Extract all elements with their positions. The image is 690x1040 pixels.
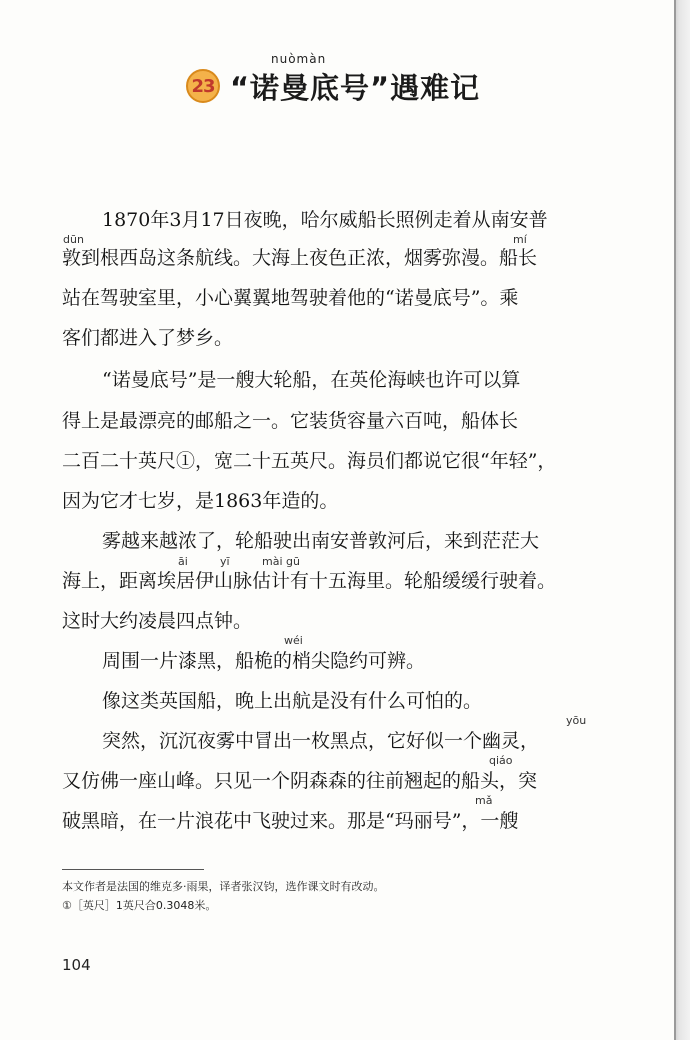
body-line-12: 周围一片漆黑，船桅的梢尖隐约可辨。 [102, 650, 426, 672]
pinyin-mi: mí [513, 233, 527, 246]
pinyin-ai: āi [178, 555, 188, 568]
body-line-2: 敦到根西岛这条航线。大海上夜色正浓，烟雾弥漫。船长 [62, 247, 538, 269]
body-line-8: 因为它才七岁，是1863年造的。 [62, 490, 339, 512]
body-line-3: 站在驾驶室里，小心翼翼地驾驶着他的“诺曼底号”。乘 [62, 287, 519, 309]
page-title: “诺曼底号”遇难记 [230, 70, 481, 105]
body-line-13: 像这类英国船，晚上出航是没有什么可怕的。 [102, 690, 483, 712]
body-line-7: 二百二十英尺①，宽二十五英尺。海员们都说它很“年轻”， [62, 450, 557, 472]
book-spine-edge [674, 0, 690, 1040]
lesson-number-badge: 23 [186, 69, 220, 103]
body-line-14: 突然，沉沉夜雾中冒出一枚黑点，它好似一个幽灵， [102, 730, 540, 752]
page-number: 104 [62, 956, 91, 974]
title-pinyin: nuòmàn [271, 52, 327, 66]
body-line-15: 又仿佛一座山峰。只见一个阴森森的往前翘起的船头，突 [62, 770, 538, 792]
pinyin-ma: mǎ [475, 794, 493, 807]
body-line-16: 破黑暗，在一片浪花中飞驶过来。那是“玛丽号”，一艘 [62, 810, 519, 832]
footnote-source: 本文作者是法国的维克多·雨果，译者张汉钧，选作课文时有改动。 [62, 880, 385, 893]
body-line-6: 得上是最漂亮的邮船之一。它装货容量六百吨，船体长 [62, 410, 519, 432]
body-line-4: 客们都进入了梦乡。 [62, 327, 234, 349]
pinyin-qiao: qiáo [489, 754, 513, 767]
pinyin-you: yōu [566, 714, 587, 727]
pinyin-dun: dūn [63, 233, 84, 246]
body-line-11: 这时大约凌晨四点钟。 [62, 610, 253, 632]
pinyin-maigu: mài gū [262, 555, 300, 568]
body-line-10: 海上，距离埃居伊山脉估计有十五海里。轮船缓缓行驶着。 [62, 570, 557, 592]
body-line-5: “诺曼底号”是一艘大轮船，在英伦海峡也许可以算 [102, 369, 521, 391]
body-line-1: 1870年3月17日夜晚，哈尔威船长照例走着从南安普 [102, 209, 548, 231]
body-line-9: 雾越来越浓了，轮船驶出南安普敦河后，来到茫茫大 [102, 530, 540, 552]
lesson-title [186, 66, 480, 106]
pinyin-yi: yī [220, 555, 230, 568]
footnote-divider [62, 869, 204, 870]
pinyin-wei: wéi [284, 634, 303, 647]
footnote-unit: ①［英尺］1英尺合0.3048米。 [62, 899, 217, 912]
